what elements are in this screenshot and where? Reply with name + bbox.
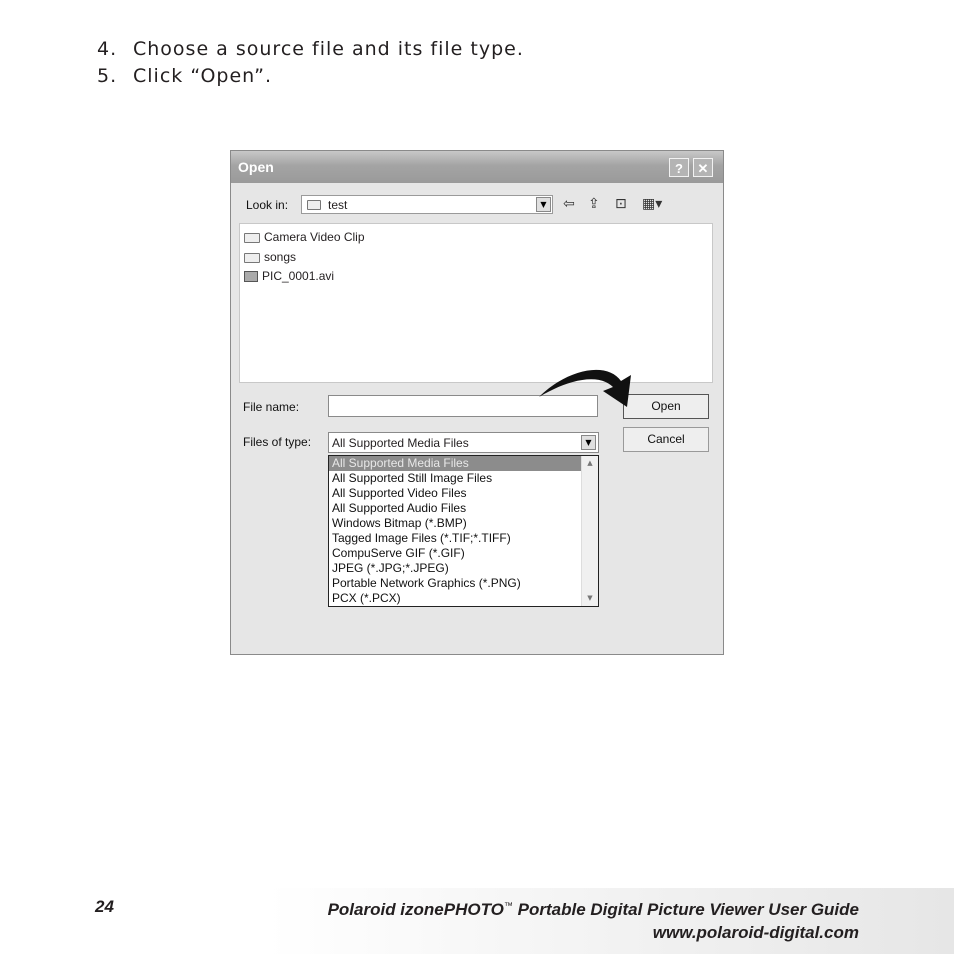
dropdown-scrollbar[interactable]: [581, 456, 598, 606]
scroll-up-icon[interactable]: ▲: [587, 459, 593, 467]
files-of-type-options: [328, 455, 599, 607]
folder-icon: [244, 253, 260, 263]
step-number: 5.: [97, 65, 118, 87]
files-of-type-select[interactable]: [328, 432, 599, 453]
type-option[interactable]: Portable Network Graphics (*.PNG): [332, 576, 521, 590]
type-option[interactable]: All Supported Audio Files: [332, 501, 467, 515]
type-option[interactable]: All Supported Still Image Files: [332, 471, 493, 485]
look-in-dropdown[interactable]: [301, 195, 553, 214]
chevron-down-icon[interactable]: ▼: [581, 435, 596, 450]
trademark-symbol: ™: [503, 900, 513, 911]
guide-url: www.polaroid-digital.com: [652, 923, 859, 942]
type-option[interactable]: PCX (*.PCX): [332, 591, 401, 605]
instruction-steps: [97, 36, 524, 90]
up-folder-icon[interactable]: ⇪: [588, 196, 600, 212]
look-in-value: test: [328, 198, 348, 212]
file-name: Camera Video Clip: [264, 230, 365, 244]
file-name: songs: [264, 250, 297, 264]
step-5: [97, 63, 524, 90]
open-button[interactable]: Open: [623, 394, 709, 419]
chevron-down-icon[interactable]: ▼: [536, 197, 551, 212]
step-text: Choose a source file and its file type.: [133, 38, 524, 60]
view-menu-icon[interactable]: ▦▾: [642, 196, 663, 212]
type-option[interactable]: JPEG (*.JPG;*.JPEG): [332, 561, 449, 575]
type-option[interactable]: CompuServe GIF (*.GIF): [332, 546, 465, 560]
back-icon[interactable]: ⇦: [563, 196, 575, 212]
curved-arrow-icon: [537, 361, 647, 411]
files-of-type-value: All Supported Media Files: [332, 436, 469, 450]
close-button[interactable]: ✕: [693, 158, 713, 177]
guide-title: [328, 900, 859, 920]
list-item[interactable]: [244, 269, 334, 283]
file-list: [239, 223, 713, 383]
files-of-type-label: Files of type:: [243, 435, 312, 449]
scroll-down-icon[interactable]: ▼: [587, 594, 593, 602]
video-file-icon: [244, 271, 258, 282]
step-number: 4.: [97, 38, 118, 60]
look-in-label: Look in:: [246, 198, 289, 212]
new-folder-icon[interactable]: ⊡: [615, 196, 627, 212]
dialog-titlebar: [231, 151, 723, 183]
type-option[interactable]: All Supported Media Files: [329, 456, 581, 471]
file-name: PIC_0001.avi: [262, 269, 335, 283]
folder-icon: [307, 200, 321, 210]
step-text: Click “Open”.: [133, 65, 273, 87]
dialog-title: Open: [238, 159, 274, 175]
file-name-label: File name:: [243, 400, 300, 414]
type-option[interactable]: All Supported Video Files: [332, 486, 467, 500]
help-button[interactable]: ?: [669, 158, 689, 177]
type-option[interactable]: Windows Bitmap (*.BMP): [332, 516, 467, 530]
folder-icon: [244, 233, 260, 243]
guide-title-brand: Polaroid izonePHOTO: [327, 900, 504, 919]
type-option[interactable]: Tagged Image Files (*.TIF;*.TIFF): [332, 531, 511, 545]
open-dialog: [230, 150, 724, 655]
cancel-button[interactable]: Cancel: [623, 427, 709, 452]
page-footer: [0, 888, 954, 954]
guide-title-rest: Portable Digital Picture Viewer User Guide: [512, 900, 859, 919]
step-4: [97, 36, 524, 63]
page-number: 24: [95, 897, 114, 916]
list-item[interactable]: [244, 230, 365, 244]
list-item[interactable]: [244, 250, 296, 264]
